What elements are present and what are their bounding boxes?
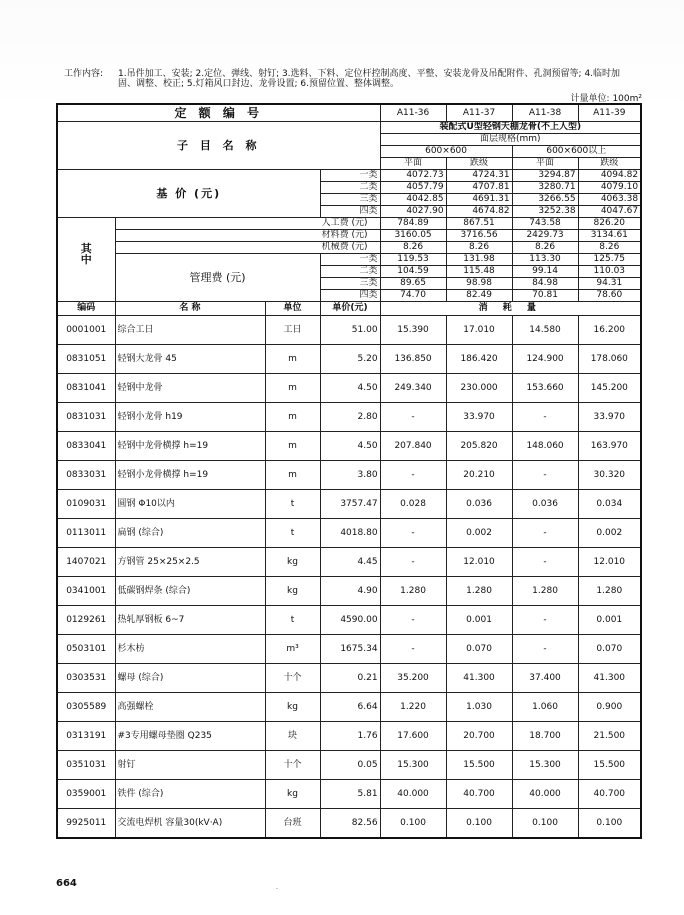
item-consumption: 1.280	[380, 577, 446, 606]
item-consumption: 0.036	[446, 490, 512, 519]
labor-label: 人工费 (元)	[115, 218, 380, 230]
surface-type: 跌级	[446, 158, 512, 170]
base-price-value: 3294.87	[512, 170, 578, 182]
mgmt-value: 84.98	[512, 278, 578, 290]
item-name: 轻钢大龙骨 45	[115, 345, 265, 374]
quota-code: A11-36	[380, 104, 446, 122]
quota-code-row	[57, 104, 641, 122]
item-consumption: 0.100	[446, 809, 512, 839]
base-price-value: 4042.85	[380, 194, 446, 206]
item-price: 0.05	[320, 751, 380, 780]
labor-value: 784.89	[380, 218, 446, 230]
base-price-value: 4094.82	[578, 170, 641, 182]
item-code: 9925011	[57, 809, 115, 839]
item-unit: m	[265, 374, 320, 403]
item-consumption: -	[512, 461, 578, 490]
item-name: 扁钢 (综合)	[115, 519, 265, 548]
item-consumption: 12.010	[578, 548, 641, 577]
item-unit: 十个	[265, 664, 320, 693]
item-consumption: 136.850	[380, 345, 446, 374]
table-row	[57, 577, 641, 606]
item-unit: m³	[265, 635, 320, 664]
item-code: 0303531	[57, 664, 115, 693]
item-consumption: 1.280	[578, 577, 641, 606]
work-content-text: 1.吊件加工、安装; 2.定位、弹线、射钉; 3.选料、下料、定位杆控制高度、平整、安装龙骨及吊配附件、孔洞预留等; 4.临时加固、调整、校正; 5.灯箱风口封边、龙骨设置; 6.预留位置、整体调整。	[118, 69, 621, 89]
mgmt-value: 78.60	[578, 290, 641, 302]
item-price: 4.90	[320, 577, 380, 606]
base-price-row	[57, 170, 641, 182]
item-name: 射钉	[115, 751, 265, 780]
quota-code: A11-37	[446, 104, 512, 122]
surface-type: 平面	[380, 158, 446, 170]
item-consumption: 17.010	[446, 316, 512, 345]
item-consumption: 0.001	[578, 606, 641, 635]
item-name: 热轧厚钢板 6~7	[115, 606, 265, 635]
item-price: 3.80	[320, 461, 380, 490]
of-which-label-2: 中	[57, 254, 115, 302]
surface-type: 跌级	[578, 158, 641, 170]
mgmt-value: 89.65	[380, 278, 446, 290]
item-unit: kg	[265, 780, 320, 809]
item-name: 铁件 (综合)	[115, 780, 265, 809]
item-code: 0833041	[57, 432, 115, 461]
base-price-value: 4674.82	[446, 206, 512, 218]
item-price: 1675.34	[320, 635, 380, 664]
mgmt-value: 99.14	[512, 266, 578, 278]
class-label: 三类	[320, 194, 380, 206]
item-code: 0833031	[57, 461, 115, 490]
item-consumption: 18.700	[512, 722, 578, 751]
item-consumption: 1.060	[512, 693, 578, 722]
item-consumption: 15.300	[512, 751, 578, 780]
item-consumption: 0.070	[578, 635, 641, 664]
item-price: 4018.80	[320, 519, 380, 548]
item-consumption: 0.900	[578, 693, 641, 722]
item-consumption: 0.001	[446, 606, 512, 635]
table-row	[57, 751, 641, 780]
mgmt-value: 74.70	[380, 290, 446, 302]
work-content-label: 工作内容:	[64, 69, 104, 79]
mgmt-row	[57, 254, 641, 266]
item-code: 0109031	[57, 490, 115, 519]
item-unit: 十个	[265, 751, 320, 780]
item-consumption: 0.100	[512, 809, 578, 839]
item-price: 1.76	[320, 722, 380, 751]
item-consumption: -	[380, 461, 446, 490]
mgmt-value: 115.48	[446, 266, 512, 278]
item-consumption: 15.390	[380, 316, 446, 345]
item-unit: m	[265, 432, 320, 461]
spec-label: 面层规格(mm)	[380, 134, 641, 146]
material-value: 3160.05	[380, 230, 446, 242]
item-unit: 工日	[265, 316, 320, 345]
item-consumption: 15.500	[446, 751, 512, 780]
item-unit: t	[265, 490, 320, 519]
base-price-value: 4057.79	[380, 182, 446, 194]
item-consumption: 16.200	[578, 316, 641, 345]
base-price-value: 3266.55	[512, 194, 578, 206]
base-price-value: 4707.81	[446, 182, 512, 194]
item-price: 4.50	[320, 432, 380, 461]
item-name: 交流电焊机 容量30(kV·A)	[115, 809, 265, 839]
item-code: 0351031	[57, 751, 115, 780]
base-price-value: 4063.38	[578, 194, 641, 206]
item-name: 轻钢小龙骨 h19	[115, 403, 265, 432]
table-row	[57, 722, 641, 751]
item-code: 0305589	[57, 693, 115, 722]
table-row	[57, 780, 641, 809]
item-consumption: 33.970	[578, 403, 641, 432]
item-unit: m	[265, 403, 320, 432]
item-consumption: 14.580	[512, 316, 578, 345]
item-unit: t	[265, 519, 320, 548]
machine-value: 8.26	[380, 242, 446, 254]
item-consumption: 205.820	[446, 432, 512, 461]
machine-label: 机械费 (元)	[115, 242, 380, 254]
item-consumption: -	[512, 635, 578, 664]
mgmt-value: 70.81	[512, 290, 578, 302]
item-consumption: 40.700	[446, 780, 512, 809]
table-row	[57, 316, 641, 345]
item-consumption: 249.340	[380, 374, 446, 403]
item-name: 轻钢中龙骨	[115, 374, 265, 403]
item-consumption: 0.036	[512, 490, 578, 519]
item-consumption: 1.030	[446, 693, 512, 722]
item-price: 51.00	[320, 316, 380, 345]
item-consumption: 148.060	[512, 432, 578, 461]
col-code: 编码	[57, 302, 115, 316]
item-consumption: -	[380, 606, 446, 635]
item-name: 低碳钢焊条 (综合)	[115, 577, 265, 606]
item-consumption: 20.210	[446, 461, 512, 490]
base-price-value: 4079.10	[578, 182, 641, 194]
item-consumption: -	[380, 635, 446, 664]
item-consumption: 37.400	[512, 664, 578, 693]
item-consumption: -	[512, 606, 578, 635]
table-row	[57, 635, 641, 664]
item-consumption: -	[512, 519, 578, 548]
item-consumption: 0.070	[446, 635, 512, 664]
page-number: 664	[56, 878, 77, 889]
mgmt-label: 管理费 (元)	[115, 254, 320, 302]
item-consumption: 0.028	[380, 490, 446, 519]
base-price-value: 3280.71	[512, 182, 578, 194]
table-row	[57, 809, 641, 839]
item-price: 3757.47	[320, 490, 380, 519]
item-name: 螺母 (综合)	[115, 664, 265, 693]
item-unit: m	[265, 461, 320, 490]
base-price-value: 4047.67	[578, 206, 641, 218]
item-code: 0831051	[57, 345, 115, 374]
item-consumption: 124.900	[512, 345, 578, 374]
item-consumption: 1.280	[446, 577, 512, 606]
mgmt-value: 119.53	[380, 254, 446, 266]
item-consumption: 153.660	[512, 374, 578, 403]
item-code: 0359001	[57, 780, 115, 809]
class-label: 一类	[320, 254, 380, 266]
table-row	[57, 345, 641, 374]
item-consumption: 186.420	[446, 345, 512, 374]
item-code: 0831031	[57, 403, 115, 432]
item-consumption: 17.600	[380, 722, 446, 751]
mgmt-value: 131.98	[446, 254, 512, 266]
item-code: 0113011	[57, 519, 115, 548]
labor-row	[57, 218, 641, 230]
item-consumption: 15.300	[380, 751, 446, 780]
machine-row	[57, 242, 641, 254]
subitem-label: 子 目 名 称	[57, 122, 380, 170]
spec-group: 600×600	[380, 146, 512, 158]
mgmt-value: 104.59	[380, 266, 446, 278]
item-consumption: 33.970	[446, 403, 512, 432]
item-price: 4.50	[320, 374, 380, 403]
table-row	[57, 374, 641, 403]
item-consumption: 0.002	[446, 519, 512, 548]
machine-value: 8.26	[512, 242, 578, 254]
material-label: 材料费 (元)	[115, 230, 380, 242]
quota-table	[56, 103, 642, 839]
mgmt-value: 94.31	[578, 278, 641, 290]
item-code: 0313191	[57, 722, 115, 751]
mgmt-value: 98.98	[446, 278, 512, 290]
measurement-unit: 计量单位: 100m²	[570, 94, 642, 104]
item-consumption: -	[380, 548, 446, 577]
item-price: 5.81	[320, 780, 380, 809]
item-consumption: -	[512, 548, 578, 577]
item-consumption: 163.970	[578, 432, 641, 461]
item-consumption: 1.220	[380, 693, 446, 722]
table-row	[57, 548, 641, 577]
table-row	[57, 664, 641, 693]
item-price: 5.20	[320, 345, 380, 374]
class-label: 四类	[320, 206, 380, 218]
item-consumption: 40.700	[578, 780, 641, 809]
item-code: 1407021	[57, 548, 115, 577]
item-unit: kg	[265, 693, 320, 722]
table-row	[57, 403, 641, 432]
item-name: 高强螺栓	[115, 693, 265, 722]
item-unit: m	[265, 345, 320, 374]
item-unit: kg	[265, 577, 320, 606]
base-price-label: 基 价 (元)	[57, 170, 320, 218]
material-value: 3134.61	[578, 230, 641, 242]
item-name: #3专用螺母垫圈 Q235	[115, 722, 265, 751]
item-consumption: 145.200	[578, 374, 641, 403]
item-unit: 台班	[265, 809, 320, 839]
item-consumption: 1.280	[512, 577, 578, 606]
quota-code: A11-39	[578, 104, 641, 122]
item-unit: 块	[265, 722, 320, 751]
item-unit: t	[265, 606, 320, 635]
subitem-title: 装配式U型轻钢天棚龙骨(不上人型)	[380, 122, 641, 134]
item-consumption: 0.034	[578, 490, 641, 519]
item-consumption: 41.300	[578, 664, 641, 693]
class-label: 一类	[320, 170, 380, 182]
items-body	[57, 316, 641, 839]
item-name: 综合工日	[115, 316, 265, 345]
page-dot: ·	[276, 886, 278, 893]
item-price: 4.45	[320, 548, 380, 577]
item-consumption: 40.000	[380, 780, 446, 809]
mgmt-value: 110.03	[578, 266, 641, 278]
spec-group: 600×600以上	[512, 146, 641, 158]
item-consumption: 41.300	[446, 664, 512, 693]
item-consumption: 35.200	[380, 664, 446, 693]
column-header-row	[57, 302, 641, 316]
subitem-row	[57, 122, 641, 134]
class-label: 三类	[320, 278, 380, 290]
material-value: 3716.56	[446, 230, 512, 242]
table-row	[57, 461, 641, 490]
item-price: 4590.00	[320, 606, 380, 635]
item-name: 轻钢中龙骨横撑 h=19	[115, 432, 265, 461]
machine-value: 8.26	[578, 242, 641, 254]
quota-no-label: 定 额 编 号	[57, 104, 380, 122]
item-consumption: 0.002	[578, 519, 641, 548]
mgmt-value: 82.49	[446, 290, 512, 302]
col-price: 单价(元)	[320, 302, 380, 316]
item-consumption: -	[512, 403, 578, 432]
base-price-value: 4027.90	[380, 206, 446, 218]
col-consumption: 消 耗 量	[380, 302, 641, 316]
item-consumption: 12.010	[446, 548, 512, 577]
item-name: 圆钢 Φ10以内	[115, 490, 265, 519]
mgmt-value: 113.30	[512, 254, 578, 266]
col-unit: 单位	[265, 302, 320, 316]
item-code: 0503101	[57, 635, 115, 664]
base-price-value: 4724.31	[446, 170, 512, 182]
item-unit: kg	[265, 548, 320, 577]
item-consumption: 15.500	[578, 751, 641, 780]
item-consumption: -	[380, 519, 446, 548]
item-code: 0001001	[57, 316, 115, 345]
class-label: 四类	[320, 290, 380, 302]
item-consumption: -	[380, 403, 446, 432]
item-consumption: 0.100	[380, 809, 446, 839]
mgmt-value: 125.75	[578, 254, 641, 266]
machine-value: 8.26	[446, 242, 512, 254]
item-consumption: 230.000	[446, 374, 512, 403]
labor-value: 867.51	[446, 218, 512, 230]
item-consumption: 30.320	[578, 461, 641, 490]
table-row	[57, 606, 641, 635]
class-label: 二类	[320, 182, 380, 194]
item-consumption: 178.060	[578, 345, 641, 374]
base-price-value: 4691.31	[446, 194, 512, 206]
item-consumption: 20.700	[446, 722, 512, 751]
of-which-label-1: 其	[57, 218, 115, 254]
item-name: 杉木枋	[115, 635, 265, 664]
material-value: 2429.73	[512, 230, 578, 242]
base-price-value: 3252.38	[512, 206, 578, 218]
base-price-value: 4072.73	[380, 170, 446, 182]
table-row	[57, 519, 641, 548]
table-row	[57, 693, 641, 722]
item-price: 82.56	[320, 809, 380, 839]
item-price: 2.80	[320, 403, 380, 432]
item-price: 6.64	[320, 693, 380, 722]
table-row	[57, 432, 641, 461]
item-name: 方钢管 25×25×2.5	[115, 548, 265, 577]
class-label: 二类	[320, 266, 380, 278]
table-row	[57, 490, 641, 519]
item-consumption: 207.840	[380, 432, 446, 461]
item-name: 轻钢小龙骨横撑 h=19	[115, 461, 265, 490]
col-name: 名 称	[115, 302, 265, 316]
item-price: 0.21	[320, 664, 380, 693]
labor-value: 743.58	[512, 218, 578, 230]
item-consumption: 40.000	[512, 780, 578, 809]
labor-value: 826.20	[578, 218, 641, 230]
material-row	[57, 230, 641, 242]
item-code: 0129261	[57, 606, 115, 635]
item-code: 0831041	[57, 374, 115, 403]
quota-code: A11-38	[512, 104, 578, 122]
item-code: 0341001	[57, 577, 115, 606]
item-consumption: 21.500	[578, 722, 641, 751]
item-consumption: 0.100	[578, 809, 641, 839]
surface-type: 平面	[512, 158, 578, 170]
